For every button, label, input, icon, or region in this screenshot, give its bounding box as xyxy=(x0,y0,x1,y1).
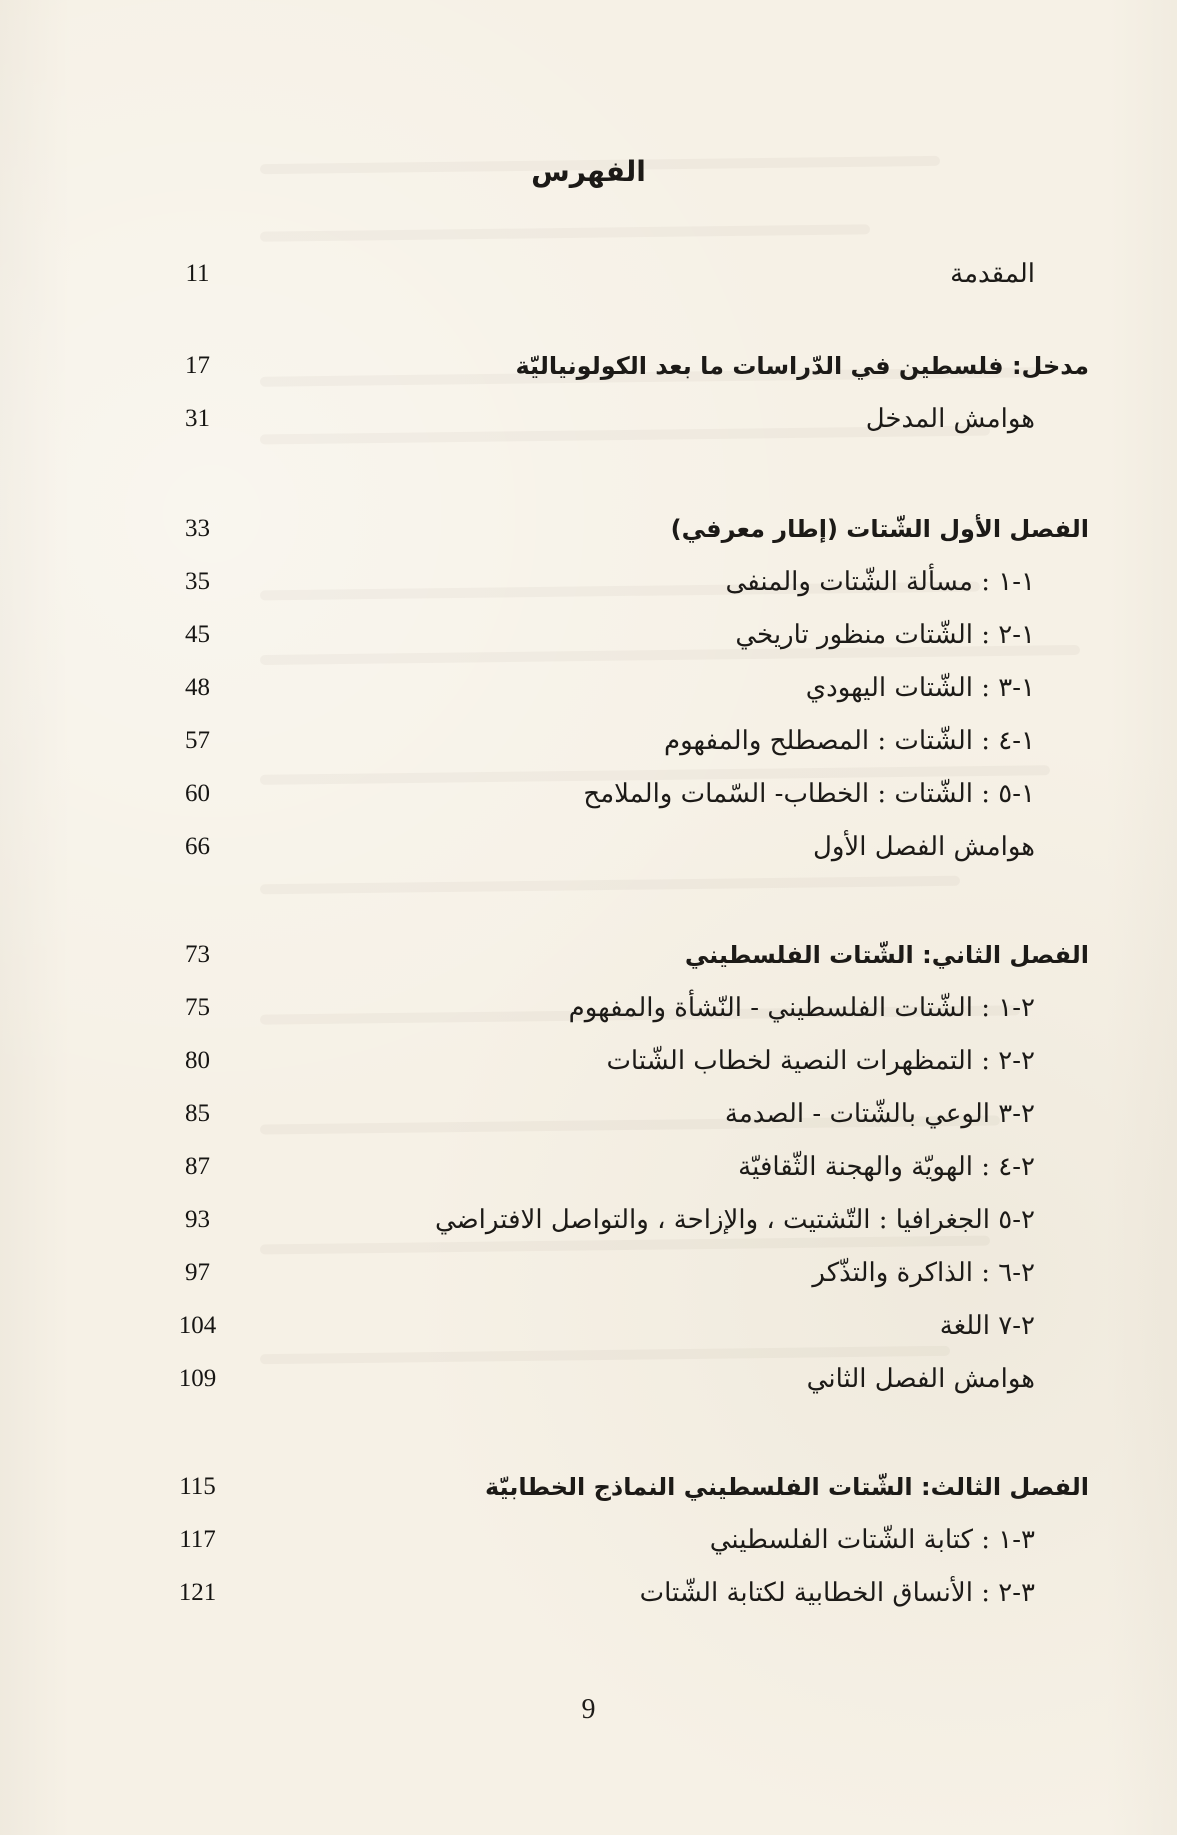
toc-entry-label: ٣-١ : كتابة الشّتات الفلسطيني xyxy=(709,1525,1035,1555)
toc-entry-chapter-three xyxy=(0,1465,1177,1509)
toc-page-number: 104 xyxy=(178,1312,217,1339)
toc-entry-label: ٢-٥ الجغرافيا : التّشتيت ، والإزاحة ، والتواصل الافتراضي xyxy=(434,1205,1035,1235)
toc-page-number: 48 xyxy=(185,674,210,701)
toc-page-number: 66 xyxy=(185,833,210,860)
toc-entry-chapter-two-notes xyxy=(0,1357,1177,1401)
toc-entry-label: هوامش الفصل الأول xyxy=(812,832,1035,862)
toc-page-number: 115 xyxy=(179,1473,216,1500)
toc-entry-section-3-2 xyxy=(0,1571,1177,1615)
toc-entry-label: ١-٢ : الشّتات منظور تاريخي xyxy=(735,620,1035,650)
toc-page-number: 80 xyxy=(185,1047,210,1074)
toc-page-number: 109 xyxy=(178,1365,217,1392)
toc-page-number: 17 xyxy=(185,352,210,379)
toc-entry-section-1-3 xyxy=(0,666,1177,710)
toc-entry-section-1-4 xyxy=(0,719,1177,763)
toc-entry-section-2-6 xyxy=(0,1251,1177,1295)
toc-entry-chapter-two xyxy=(0,933,1177,977)
toc-entry-label: الفصل الأول الشّتات (إطار معرفي) xyxy=(670,515,1089,543)
toc-page-number: 117 xyxy=(179,1526,216,1553)
toc-page-number: 97 xyxy=(185,1259,210,1286)
toc-entry-label: المقدمة xyxy=(950,259,1035,289)
toc-entry-label: ٢-٢ : التمظهرات النصية لخطاب الشّتات xyxy=(606,1046,1035,1076)
toc-entry-entry xyxy=(0,344,1177,388)
toc-entry-label: الفصل الثالث: الشّتات الفلسطيني النماذج الخطابيّة xyxy=(484,1473,1089,1501)
show-through-text xyxy=(260,224,870,241)
toc-entry-section-1-1 xyxy=(0,560,1177,604)
toc-entry-chapter-one xyxy=(0,507,1177,551)
page-number: 9 xyxy=(581,1694,596,1725)
toc-page-number: 73 xyxy=(185,941,210,968)
toc-page-number: 11 xyxy=(185,260,210,287)
show-through-text xyxy=(260,876,960,895)
toc-page-number: 121 xyxy=(178,1579,217,1606)
toc-page-number: 75 xyxy=(185,994,210,1021)
toc-entry-section-2-2 xyxy=(0,1039,1177,1083)
toc-entry-section-2-7 xyxy=(0,1304,1177,1348)
toc-entry-section-3-1 xyxy=(0,1518,1177,1562)
toc-page-number: 60 xyxy=(185,780,210,807)
toc-page-number: 31 xyxy=(185,405,210,432)
toc-entry-label: ١-٣ : الشّتات اليهودي xyxy=(805,673,1035,703)
toc-entry-label: هوامش المدخل xyxy=(865,404,1035,434)
toc-entry-label: مدخل: فلسطين في الدّراسات ما بعد الكولونياليّة xyxy=(515,352,1089,380)
toc-entry-section-1-5 xyxy=(0,772,1177,816)
toc-entry-label: الفصل الثاني: الشّتات الفلسطيني xyxy=(684,941,1089,969)
toc-entry-label: ٣-٢ : الأنساق الخطابية لكتابة الشّتات xyxy=(639,1578,1035,1608)
toc-entry-section-1-2 xyxy=(0,613,1177,657)
toc-entry-label: ١-٥ : الشّتات : الخطاب- السّمات والملامح xyxy=(583,779,1035,809)
toc-entry-label: ٢-١ : الشّتات الفلسطيني - النّشأة والمفهوم xyxy=(568,993,1035,1023)
toc-entry-label: ١-١ : مسألة الشّتات والمنفى xyxy=(725,567,1035,597)
toc-page-number: 33 xyxy=(185,515,210,542)
toc-page-number: 93 xyxy=(185,1206,210,1233)
toc-entry-chapter-one-notes xyxy=(0,825,1177,869)
toc-entry-label: ٢-٣ الوعي بالشّتات - الصدمة xyxy=(724,1099,1035,1129)
toc-entry-section-2-4 xyxy=(0,1145,1177,1189)
toc-entry-label: ١-٤ : الشّتات : المصطلح والمفهوم xyxy=(663,726,1035,756)
toc-page-number: 45 xyxy=(185,621,210,648)
toc-page-number: 57 xyxy=(185,727,210,754)
toc-entry-section-2-3 xyxy=(0,1092,1177,1136)
toc-page-number: 35 xyxy=(185,568,210,595)
toc-entry-label: هوامش الفصل الثاني xyxy=(806,1364,1035,1394)
toc-entry-section-2-5 xyxy=(0,1198,1177,1242)
toc-entry-label: ٢-٧ اللغة xyxy=(939,1311,1035,1341)
toc-entry-entry-notes xyxy=(0,397,1177,441)
toc-entry-label: ٢-٤ : الهويّة والهجنة الثّقافيّة xyxy=(738,1152,1035,1182)
toc-entry-section-2-1 xyxy=(0,986,1177,1030)
toc-entry-introduction xyxy=(0,252,1177,296)
toc-page-number: 87 xyxy=(185,1153,210,1180)
toc-entry-label: ٢-٦ : الذاكرة والتذّكر xyxy=(812,1258,1035,1288)
page-title: الفهرس xyxy=(531,155,646,188)
toc-page-number: 85 xyxy=(185,1100,210,1127)
